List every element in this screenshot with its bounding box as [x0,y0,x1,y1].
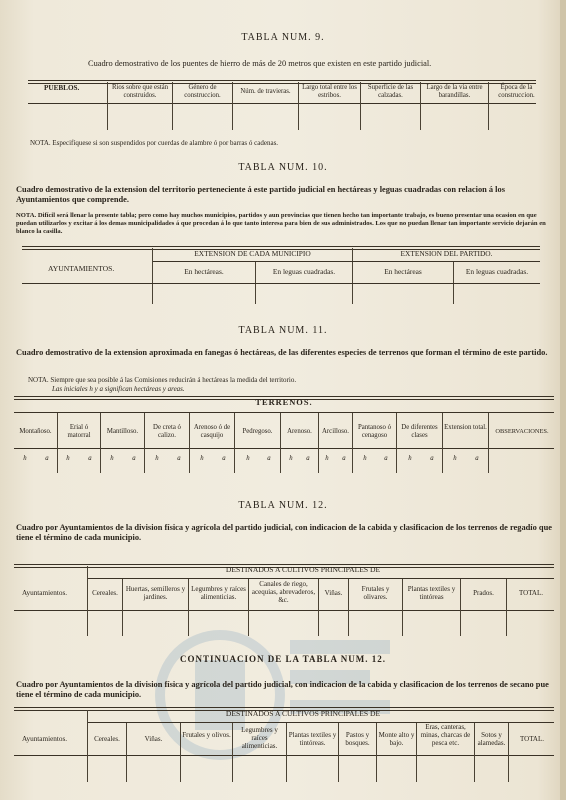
t9-col-largo-total: Largo total entre los estribos. [302,84,357,99]
t11-unit-a: a [430,455,434,462]
t9-col-superficie: Superficie de las calzadas. [367,84,414,99]
t12b-group: DESTINADOS A CULTIVOS PRINCIPALES DE [225,709,381,718]
t11-header-rule [14,448,554,449]
t11-unit-a: a [88,455,92,462]
t12b-col-total: TOTAL. [519,735,544,743]
t12-col-plantas: Plantas textiles y tintóreas [407,585,456,601]
t11-unit-h: h [363,455,367,462]
t11-unit-a: a [475,455,479,462]
t11-col-erial: Erial ó matorral [67,424,91,439]
t11-unit-h: h [453,455,457,462]
t10-note: NOTA. Difícil será llenar la presente tabla; pero como hay muchos municipios, partidos y aun provincias que tienen hecho tan importante trabajo, es bueno presentar una ocasion en que puedan utilizarlos y excitar á los demas municipalidades á que procedan á lo que tanto interesa para bien de sus administrados. Los que no puedan llenar tan importante servicio dejarán en blanco la casilla. [16,212,546,235]
t11-unit-h: h [246,455,250,462]
t11-unit-h: h [325,455,329,462]
t12-header-rule [14,610,554,611]
t12b-col-monte: Monte alto y bajo. [378,731,415,747]
t12b-row-header: Ayuntamientos. [22,735,68,743]
t9-title: TABLA NUM. 9. [241,32,325,43]
t9-col-travieras: Núm. de travieras. [240,88,291,95]
t10-header-rule [22,283,540,284]
t11-col-observaciones: OBSERVACIONES. [495,428,549,435]
t10-group-partido: EXTENSION DEL PARTIDO. [400,249,493,258]
t12-col-total: TOTAL. [518,589,543,597]
t10-row-header: AYUNTAMIENTOS. [48,264,115,273]
t10-description: Cuadro demostrativo de la extension del territorio perteneciente á este partido judicial en hectáreas y leguas cuadradas con relacion á los Ayuntamientos que comprende. [16,185,505,204]
t12b-title: CONTINUACION DE LA TABLA NUM. 12. [180,654,386,664]
t12b-col-frutales: Frutales y olivos. [182,731,231,739]
t10-col-leguas-2: En leguas cuadradas. [465,267,529,276]
t12-col-legumbres: Legumbres y raíces alimenticias. [191,585,246,601]
t12-title: TABLA NUM. 12. [238,500,328,511]
t12-col-canales: Canales de riego, acequias, abrevaderos, &c. [251,580,316,604]
t10-col-leguas-1: En leguas cuadradas. [272,267,336,276]
t11-group-rule [14,412,554,413]
t11-note-2: Las iniciales h y a significan hectáreas y areas. [52,385,185,393]
t11-unit-a: a [132,455,136,462]
t11-unit-h: h [200,455,204,462]
t12-col-prados: Prados. [473,589,494,597]
t12-col-vinas: Viñas. [324,589,343,597]
t9-col-rios: Rios sobre que están construidos. [111,84,169,99]
t12b-col-pastos: Pastos y bosques. [345,731,370,747]
t12b-header-rule [14,755,554,756]
t11-col-mantilloso: Mantilloso. [106,428,139,435]
t11-unit-a: a [177,455,181,462]
t11-unit-a: a [267,455,271,462]
t12b-col-legumbres: Legumbres y raíces alimenticias. [241,726,278,750]
t11-unit-h: h [155,455,159,462]
t10-group-rule [153,261,540,262]
t12-group-rule [88,578,554,579]
t11-unit-h: h [408,455,412,462]
t12b-col-sotos: Sotos y alamedas. [477,731,506,747]
t11-title: TABLA NUM. 11. [238,325,328,336]
t12-col-cereales: Cereales. [92,589,118,597]
t12-col-huertas: Huertas, semilleros y jardines. [125,585,186,601]
t10-group-municipio: EXTENSION DE CADA MUNICIPIO [194,249,311,258]
t11-col-arenoso: Arenoso. [287,428,312,435]
t11-col-arcilloso: Arcilloso. [322,428,349,435]
t9-header-rule [28,103,536,104]
t11-unit-h: h [66,455,70,462]
t12b-description: Cuadro por Ayuntamientos de la division física y agrícola del partido judicial, con indicacion de la cabida y clasificacion de los terrenos de secano pue tiene el término de cada municipio. [16,680,549,699]
t11-note-1: NOTA. Siempre que sea posible á las Comisiones reducirán á hectáreas la medida del territorio. [28,376,297,384]
page-edge [560,0,566,800]
t12-col-frutales: Frutales y olivares. [361,585,390,601]
t11-unit-h: h [289,455,293,462]
t11-unit-a: a [384,455,388,462]
t10-title: TABLA NUM. 10. [238,162,328,173]
t11-unit-a: a [342,455,346,462]
t11-group-terrenos: TERRENOS. [255,398,313,407]
t9-col-pueblos: PUEBLOS. [44,84,80,92]
t11-unit-a: a [306,455,310,462]
t12-group: DESTINADOS A CULTIVOS PRINCIPALES DE [225,565,381,574]
t11-col-diferentes: De diferentes clases [401,424,438,439]
t12b-col-cereales: Cereales. [94,735,120,743]
t9-description: Cuadro demostrativo de los puentes de hierro de más de 20 metros que existen en este partido judicial. [88,59,432,68]
t10-col-hectareas-1: En hectáreas. [184,267,224,276]
t12b-group-rule [88,722,554,723]
t11-col-extension: Extension total. [444,424,487,431]
t12-description: Cuadro por Ayuntamientos de la division física y agrícola del partido judicial, con indicacion de la cabida y clasificacion de los terrenos de regadío que tiene el término de cada municipio. [16,523,552,542]
t11-unit-a: a [45,455,49,462]
t12b-col-plantas: Plantas textiles y tintóreas. [288,731,337,747]
t12b-col-eras: Eras, canteras, minas, charcas de pesca etc. [420,723,471,747]
t11-unit-h: h [23,455,27,462]
t11-col-creta: De creta ó calizo. [153,424,181,439]
t12b-col-vinas: Viñas. [144,735,163,743]
t11-col-arenoso-casquijo: Arenoso ó de casquijo [193,424,231,439]
t11-description: Cuadro demostrativo de la extension aproximada en fanegas ó hectáreas, de las diferentes especies de terrenos que forman el término de este partido. [16,348,548,357]
t11-unit-h: h [110,455,114,462]
t12-row-header: Ayuntamientos. [22,589,68,597]
t11-unit-a: a [222,455,226,462]
t11-col-montanoso: Montañoso. [19,428,52,435]
t11-col-pantanoso: Pantanoso ó cenagoso [357,424,392,439]
t9-col-genero: Género de construccion. [184,84,221,99]
t11-col-pedregoso: Pedregoso. [242,428,273,435]
t10-col-hectareas-2: En hectáreas [384,267,422,276]
t9-col-largo-via: Largo de la via entre barandillas. [426,84,483,99]
t9-col-epoca: Época de la construccion. [498,84,535,99]
t9-note: NOTA. Especifíquese si son suspendidos por cuerdas de alambre ó por barras ó cadenas. [30,139,279,147]
